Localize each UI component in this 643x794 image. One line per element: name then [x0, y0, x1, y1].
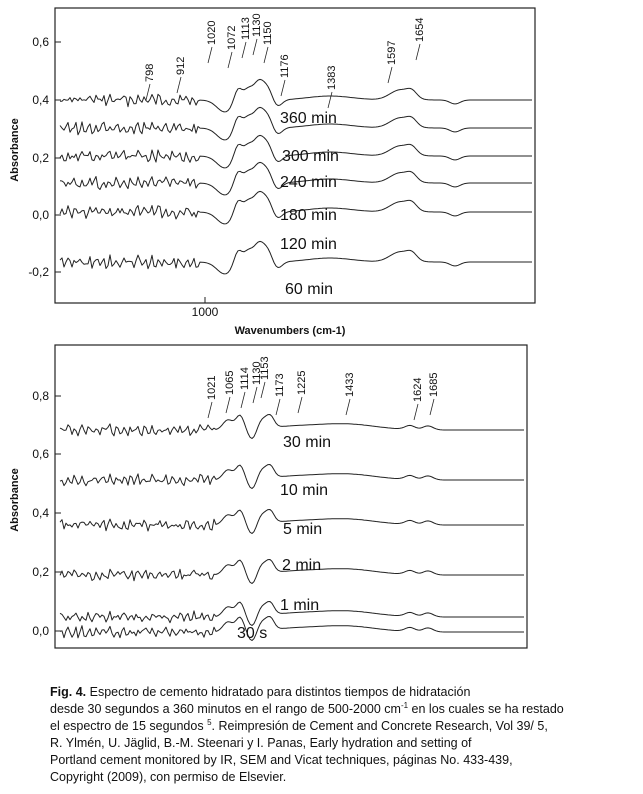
top-peak-leader: [281, 80, 285, 96]
bottom-spectra-plot: [0, 340, 643, 670]
top-x-axis-label: Wavenumbers (cm-1): [234, 325, 346, 337]
caption-line-4: R. Ylmén, U. Jäglid, B.-M. Steenari y I. Panas, Early hydration and setting of: [50, 736, 472, 750]
caption-line-2-sup: -1: [400, 700, 409, 710]
caption-line-3a: el espectro de 15 segundos: [50, 719, 208, 733]
top-peak-label: 912: [175, 56, 187, 75]
top-curve-label: 180 min: [280, 207, 337, 224]
bottom-peak-leader: [298, 397, 302, 413]
bottom-peak-label: 1624: [412, 377, 424, 402]
figure-top-panel: [0, 0, 643, 340]
bottom-peak-label: 1114: [239, 367, 251, 390]
top-peak-leader: [416, 44, 420, 60]
bottom-peak-leader: [226, 397, 230, 413]
top-y-tick-label: 0,6: [32, 35, 49, 49]
top-peak-label: 1130: [251, 13, 263, 37]
caption-line-2b: en los cuales se ha restado: [408, 702, 564, 716]
bottom-curve-label: 10 min: [280, 482, 329, 499]
top-y-ticks: [28, 35, 61, 279]
top-curve-labels: [280, 110, 339, 298]
bottom-peak-labels: [206, 356, 440, 420]
caption-line-3-sup: 5: [207, 717, 212, 727]
bottom-peak-leader: [430, 399, 434, 415]
top-peak-leader: [253, 39, 257, 55]
bottom-peak-label: 1065: [224, 370, 236, 395]
top-peak-label: 1150: [262, 21, 274, 45]
caption-line-5: Portland cement monitored by IR, SEM and Vicat techniques, páginas No. 433-439,: [50, 753, 513, 767]
bottom-y-tick-label: 0,8: [32, 389, 49, 403]
bottom-peak-label: 1173: [274, 373, 286, 397]
caption-figure-label: Fig. 4.: [50, 685, 87, 699]
bottom-curve-labels: [237, 434, 331, 642]
top-peak-label: 798: [144, 63, 156, 82]
top-curve-label: 300 min: [282, 148, 339, 165]
top-curve-label: 120 min: [280, 236, 337, 253]
bottom-peak-label: 1433: [344, 372, 356, 397]
top-peak-label: 1383: [326, 65, 338, 90]
bottom-curve-label: 30 min: [283, 434, 332, 451]
bottom-peak-label: 1685: [428, 372, 440, 397]
top-spectrum-trace: [60, 79, 532, 112]
top-peak-label: 1020: [206, 20, 218, 45]
caption-line-6: Copyright (2009), con permiso de Elsevier.: [50, 770, 287, 784]
top-peak-leader: [328, 92, 332, 108]
top-x-tick-label: 1000: [191, 305, 219, 319]
bottom-y-tick-label: 0,6: [32, 447, 49, 461]
bottom-curve-label: 30 s: [237, 625, 268, 642]
top-peak-label: 1597: [386, 40, 398, 65]
top-y-tick-label: -0,2: [28, 265, 49, 279]
bottom-peak-label: 1021: [206, 375, 218, 400]
bottom-peak-label: 1225: [296, 370, 308, 395]
top-peak-labels: [144, 13, 426, 108]
bottom-peak-leader: [241, 392, 245, 408]
top-peak-label: 1113: [240, 17, 252, 40]
bottom-curve-label: 2 min: [282, 557, 322, 574]
bottom-peak-label: 1153: [259, 356, 271, 380]
top-curve-label: 60 min: [285, 281, 334, 298]
caption-line-3b: . Reimpresión de Cement and Concrete Research, Vol 39/ 5,: [211, 719, 548, 733]
bottom-peak-leader: [414, 404, 418, 420]
bottom-y-tick-label: 0,4: [32, 506, 49, 520]
top-curve-label: 240 min: [280, 174, 337, 191]
top-peak-leader: [177, 77, 181, 93]
bottom-peak-leader: [208, 402, 212, 418]
bottom-peak-label: 1130: [251, 361, 263, 385]
top-spectra-plot: [0, 0, 643, 340]
top-y-tick-label: 0,0: [32, 208, 49, 222]
caption-line-2a: desde 30 segundos a 360 minutos en el rango de 500-2000 cm: [50, 702, 401, 716]
top-peak-label: 1072: [226, 25, 238, 50]
top-peak-leader: [208, 47, 212, 63]
bottom-y-tick-label: 0,0: [32, 624, 49, 638]
top-peak-leader: [264, 47, 268, 63]
caption-line-1: Espectro de cemento hidratado para distintos tiempos de hidratación: [89, 685, 471, 699]
bottom-curve-label: 5 min: [283, 521, 323, 538]
top-y-tick-label: 0,4: [32, 93, 49, 107]
bottom-y-ticks: [32, 389, 61, 638]
bottom-peak-leader: [253, 387, 257, 403]
top-y-tick-label: 0,2: [32, 151, 49, 165]
figure-caption: [50, 684, 640, 786]
figure-bottom-panel: [0, 340, 643, 670]
bottom-y-axis-label: Absorbance: [9, 468, 21, 532]
bottom-spectrum-trace: [60, 617, 524, 641]
top-peak-leader: [388, 67, 392, 83]
top-curve-label: 360 min: [280, 110, 337, 127]
top-peak-label: 1654: [414, 17, 426, 42]
bottom-peak-leader: [276, 399, 280, 415]
top-peak-leader: [146, 84, 150, 100]
bottom-curve-label: 1 min: [280, 597, 320, 614]
top-peak-leader: [242, 42, 246, 58]
top-peak-label: 1176: [279, 54, 291, 78]
bottom-peak-leader: [346, 399, 350, 415]
bottom-y-tick-label: 0,2: [32, 565, 49, 579]
top-peak-leader: [228, 52, 232, 68]
top-y-axis-label: Absorbance: [9, 118, 21, 182]
